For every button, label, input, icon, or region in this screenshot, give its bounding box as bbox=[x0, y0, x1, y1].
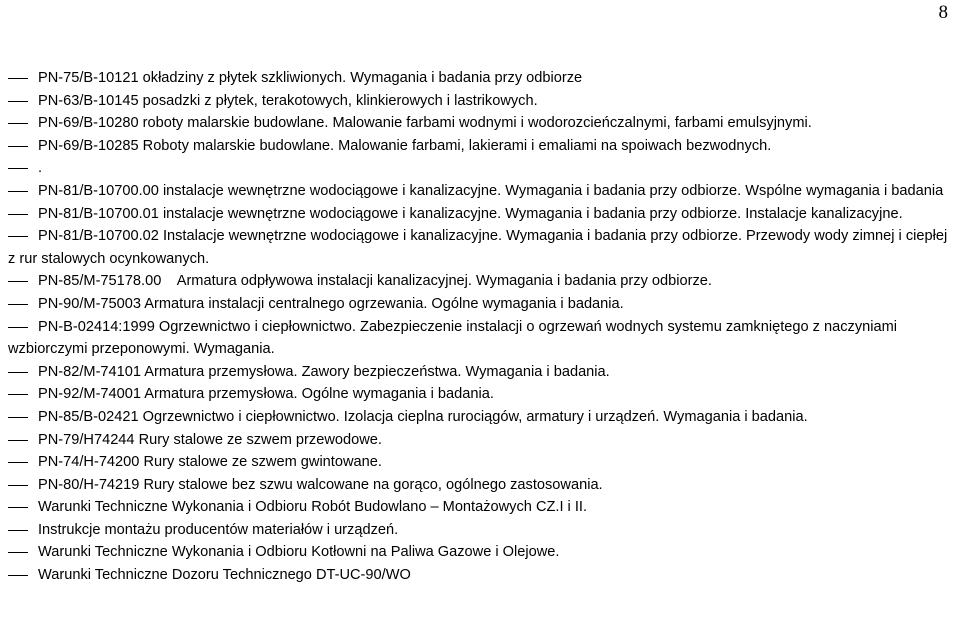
list-item-text: PN-B-02414:1999 Ogrzewnictwo i ciepłownictwo. Zabezpieczenie instalacji o ogrzewań wodnych systemu zamkniętego z naczyniami wzbiorczymi przeponowymi. Wymagania. bbox=[8, 318, 898, 358]
list-item-text: PN-81/B-10700.01 instalacje wewnętrzne wodociągowe i kanalizacyjne. Wymagania i badania przy odbiorze. Instalacje kanalizacyjne. bbox=[38, 205, 903, 222]
list-item bbox=[8, 67, 956, 90]
list-item-text: PN-69/B-10280 roboty malarskie budowlane. Malowanie farbami wodnymi i wodorozcieńczalnymi, farbami emulsyjnymi. bbox=[38, 115, 812, 132]
list-item bbox=[8, 270, 956, 293]
list-item bbox=[8, 541, 956, 564]
list-item bbox=[8, 112, 956, 135]
list-item-text: PN-63/B-10145 posadzki z płytek, terakotowych, klinkierowych i lastrikowych. bbox=[38, 92, 538, 109]
list-item bbox=[8, 180, 956, 203]
list-item-text: PN-85/B-02421 Ogrzewnictwo i ciepłownictwo. Izolacja cieplna rurociągów, armatury i urządzeń. Wymagania i badania. bbox=[38, 408, 808, 425]
dash-bullet bbox=[8, 507, 28, 508]
dash-bullet bbox=[8, 552, 28, 553]
list-item-text: Warunki Techniczne Dozoru Technicznego DT-UC-90/WO bbox=[38, 567, 411, 584]
list-item-text: PN-79/H74244 Rury stalowe ze szwem przewodowe. bbox=[38, 431, 382, 448]
list-item bbox=[8, 293, 956, 316]
list-item bbox=[8, 157, 956, 180]
dash-bullet bbox=[8, 440, 28, 441]
dash-bullet bbox=[8, 191, 28, 192]
list-item-text: Warunki Techniczne Wykonania i Odbioru Robót Budowlano – Montażowych CZ.I i II. bbox=[38, 499, 588, 516]
list-item-text: PN-74/H-74200 Rury stalowe ze szwem gwintowane. bbox=[38, 454, 382, 471]
dash-bullet bbox=[8, 146, 28, 147]
list-item bbox=[8, 564, 956, 587]
dash-bullet bbox=[8, 101, 28, 102]
dash-bullet bbox=[8, 214, 28, 215]
list-item bbox=[8, 429, 956, 452]
list-item bbox=[8, 316, 956, 361]
list-item-text: PN-90/M-75003 Armatura instalacji centralnego ogrzewania. Ogólne wymagania i badania. bbox=[38, 295, 624, 312]
list-item bbox=[8, 225, 956, 270]
list-item-text: Warunki Techniczne Wykonania i Odbioru Kotłowni na Paliwa Gazowe i Olejowe. bbox=[38, 544, 560, 561]
list-item-text: Instrukcje montażu producentów materiałów i urządzeń. bbox=[38, 521, 399, 538]
list-item-text: PN-81/B-10700.02 Instalacje wewnętrzne wodociągowe i kanalizacyjne. Wymagania i badania przy odbiorze. Przewody wody zimnej i ciepłej z rur stalowych ocynkowanych. bbox=[8, 228, 948, 267]
list-item bbox=[8, 406, 956, 429]
list-item-text: PN-85/M-75178.00 Armatura odpływowa instalacji kanalizacyjnej. Wymagania i badania przy odbiorze. bbox=[38, 273, 712, 290]
list-item-text: . bbox=[38, 160, 43, 177]
list-item bbox=[8, 383, 956, 406]
dash-bullet bbox=[8, 327, 28, 328]
list-item-text: PN-69/B-10285 Roboty malarskie budowlane. Malowanie farbami, lakierami i emaliami na spoiwach bezwodnych. bbox=[38, 137, 772, 154]
dash-bullet bbox=[8, 530, 28, 531]
dash-bullet bbox=[8, 236, 28, 237]
dash-bullet bbox=[8, 78, 28, 79]
dash-bullet bbox=[8, 417, 28, 418]
dash-bullet bbox=[8, 304, 28, 305]
list-item-text: PN-80/H-74219 Rury stalowe bez szwu walcowane na gorąco, ogólnego zastosowania. bbox=[38, 476, 603, 493]
dash-bullet bbox=[8, 281, 28, 282]
dash-bullet bbox=[8, 372, 28, 373]
list-item bbox=[8, 203, 956, 226]
list-item bbox=[8, 496, 956, 519]
list-item-text: PN-92/M-74001 Armatura przemysłowa. Ogólne wymagania i badania. bbox=[38, 386, 494, 403]
dash-bullet bbox=[8, 575, 28, 576]
list-item bbox=[8, 519, 956, 542]
standards-list bbox=[8, 67, 956, 587]
dash-bullet bbox=[8, 394, 28, 395]
list-item bbox=[8, 451, 956, 474]
list-item-text: PN-82/M-74101 Armatura przemysłowa. Zawory bezpieczeństwa. Wymagania i badania. bbox=[38, 363, 610, 380]
list-item-text: PN-75/B-10121 okładziny z płytek szkliwionych. Wymagania i badania przy odbiorze bbox=[38, 70, 583, 86]
page-number: 8 bbox=[938, 2, 948, 23]
list-item bbox=[8, 361, 956, 384]
list-item bbox=[8, 90, 956, 113]
dash-bullet bbox=[8, 168, 28, 169]
list-item-text: PN-81/B-10700.00 instalacje wewnętrzne wodociągowe i kanalizacyjne. Wymagania i badania przy odbiorze. Wspólne wymagania i badania bbox=[38, 182, 944, 199]
dash-bullet bbox=[8, 485, 28, 486]
list-item bbox=[8, 474, 956, 497]
dash-bullet bbox=[8, 462, 28, 463]
list-item bbox=[8, 135, 956, 158]
dash-bullet bbox=[8, 123, 28, 124]
